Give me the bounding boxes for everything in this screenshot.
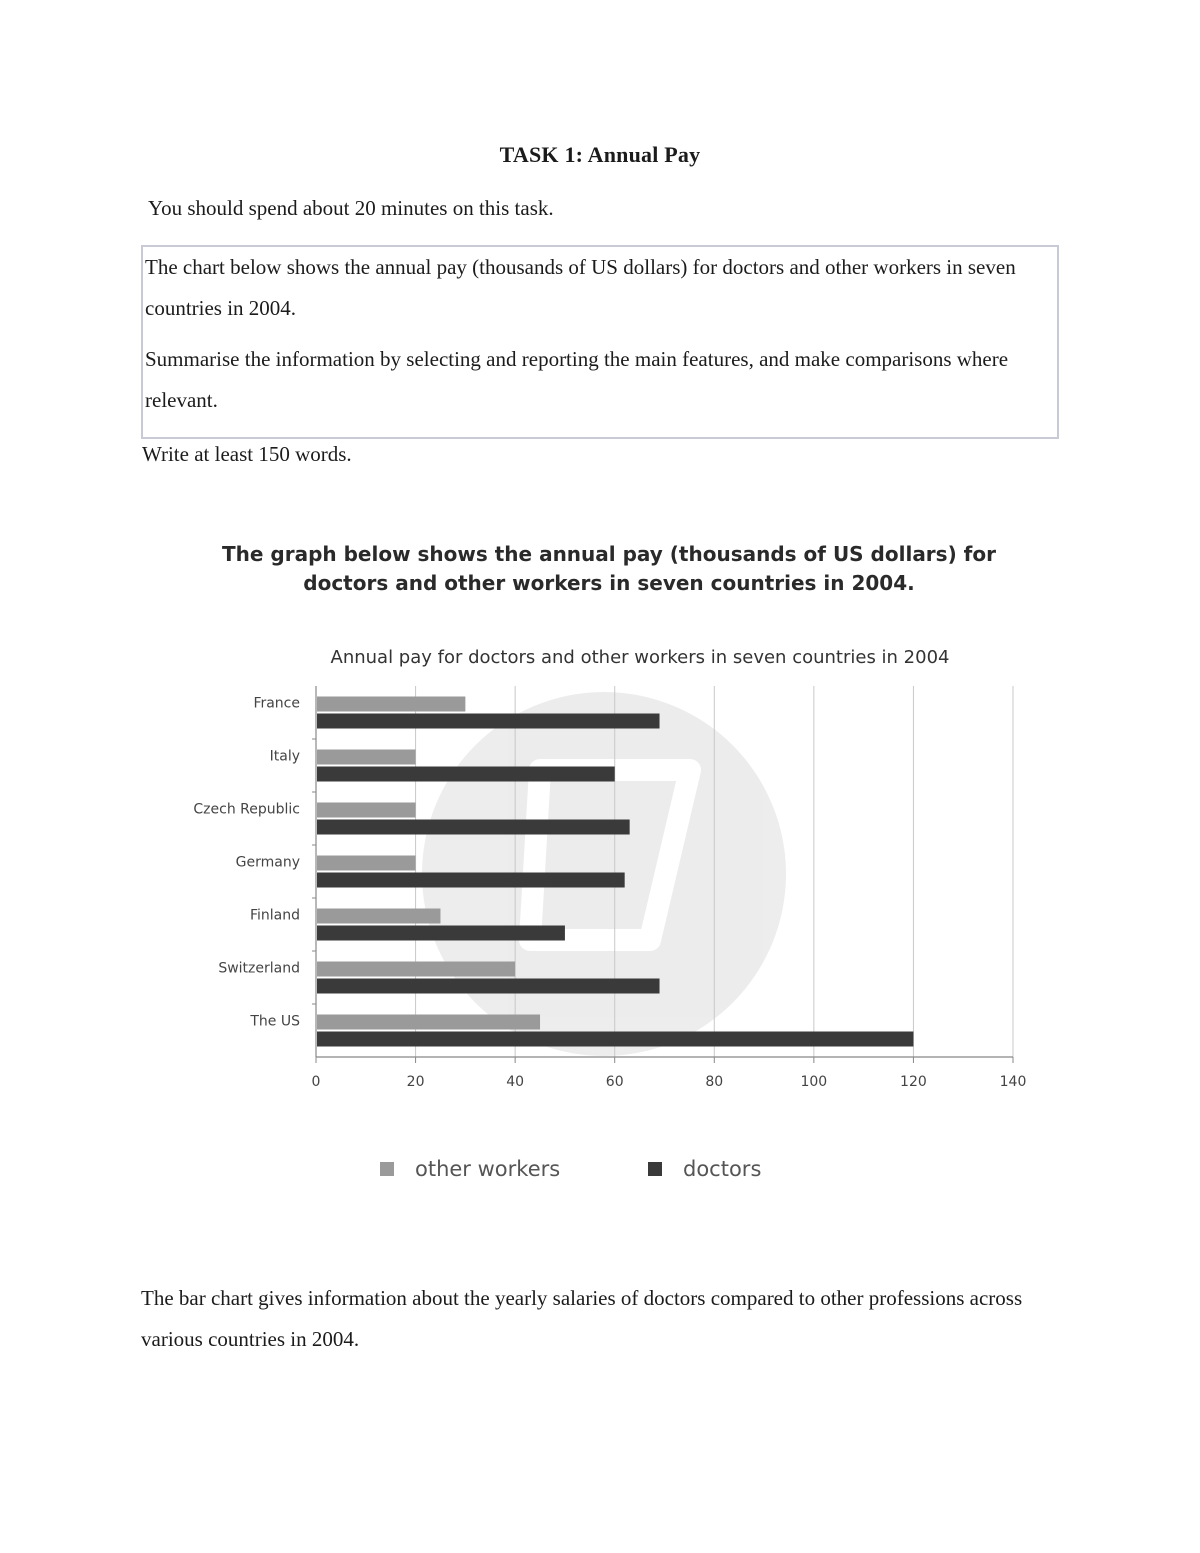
bar-doctors [317, 820, 630, 835]
x-tick-label: 20 [406, 1074, 425, 1090]
chart-title: Annual pay for doctors and other workers in seven countries in 2004 [330, 647, 950, 668]
legend [380, 1157, 761, 1181]
x-tick-label: 60 [605, 1074, 624, 1090]
legend-label: other workers [415, 1157, 561, 1181]
bar-chart [0, 620, 1200, 1320]
graph-heading-line-1: The graph below shows the annual pay (thousands of US dollars) for [222, 542, 996, 566]
bar-doctors [317, 926, 565, 941]
category-label: France [253, 695, 300, 712]
bar-other-workers [317, 1015, 540, 1030]
task-title: TASK 1: Annual Pay [499, 142, 701, 167]
closing-paragraph: The bar chart gives information about the yearly salaries of doctors compared to other professions across various countries in 2004. [141, 1286, 1023, 1351]
category-label: Germany [235, 854, 300, 871]
prompt-paragraph-1: The chart below shows the annual pay (thousands of US dollars) for doctors and other workers in seven countries in 2004. [145, 255, 1016, 320]
bar-other-workers [317, 750, 416, 765]
task-instruction: You should spend about 20 minutes on this task. [148, 196, 554, 220]
prompt-box [141, 245, 1059, 439]
bar-other-workers [317, 697, 465, 712]
bar-doctors [317, 979, 660, 994]
bar-other-workers [317, 856, 416, 871]
category-label: Czech Republic [193, 801, 300, 818]
x-tick-label: 100 [800, 1074, 828, 1090]
x-tick-label: 120 [900, 1074, 927, 1090]
graph-heading-line-2: doctors and other workers in seven countries in 2004. [303, 571, 915, 595]
word-count-instruction: Write at least 150 words. [142, 442, 352, 466]
bar-doctors [317, 714, 660, 729]
prompt-paragraph-2: Summarise the information by selecting and reporting the main features, and make comparisons where relevant. [145, 347, 1009, 412]
legend-swatch [380, 1162, 394, 1176]
legend-swatch [648, 1162, 662, 1176]
graph-heading [0, 540, 1200, 598]
category-label: Finland [249, 907, 300, 924]
x-tick-label: 40 [506, 1074, 525, 1090]
x-tick-label: 140 [999, 1074, 1027, 1090]
bar-doctors [317, 1032, 913, 1047]
x-tick-label: 80 [705, 1074, 724, 1090]
bar-other-workers [317, 803, 416, 818]
category-label: The US [250, 1013, 300, 1030]
category-label: Italy [269, 748, 300, 765]
bar-doctors [317, 767, 615, 782]
bar-other-workers [317, 962, 515, 977]
x-tick-label: 0 [311, 1074, 321, 1090]
bar-other-workers [317, 909, 440, 924]
legend-label: doctors [683, 1157, 762, 1181]
category-label: Switzerland [218, 960, 300, 977]
bar-doctors [317, 873, 625, 888]
